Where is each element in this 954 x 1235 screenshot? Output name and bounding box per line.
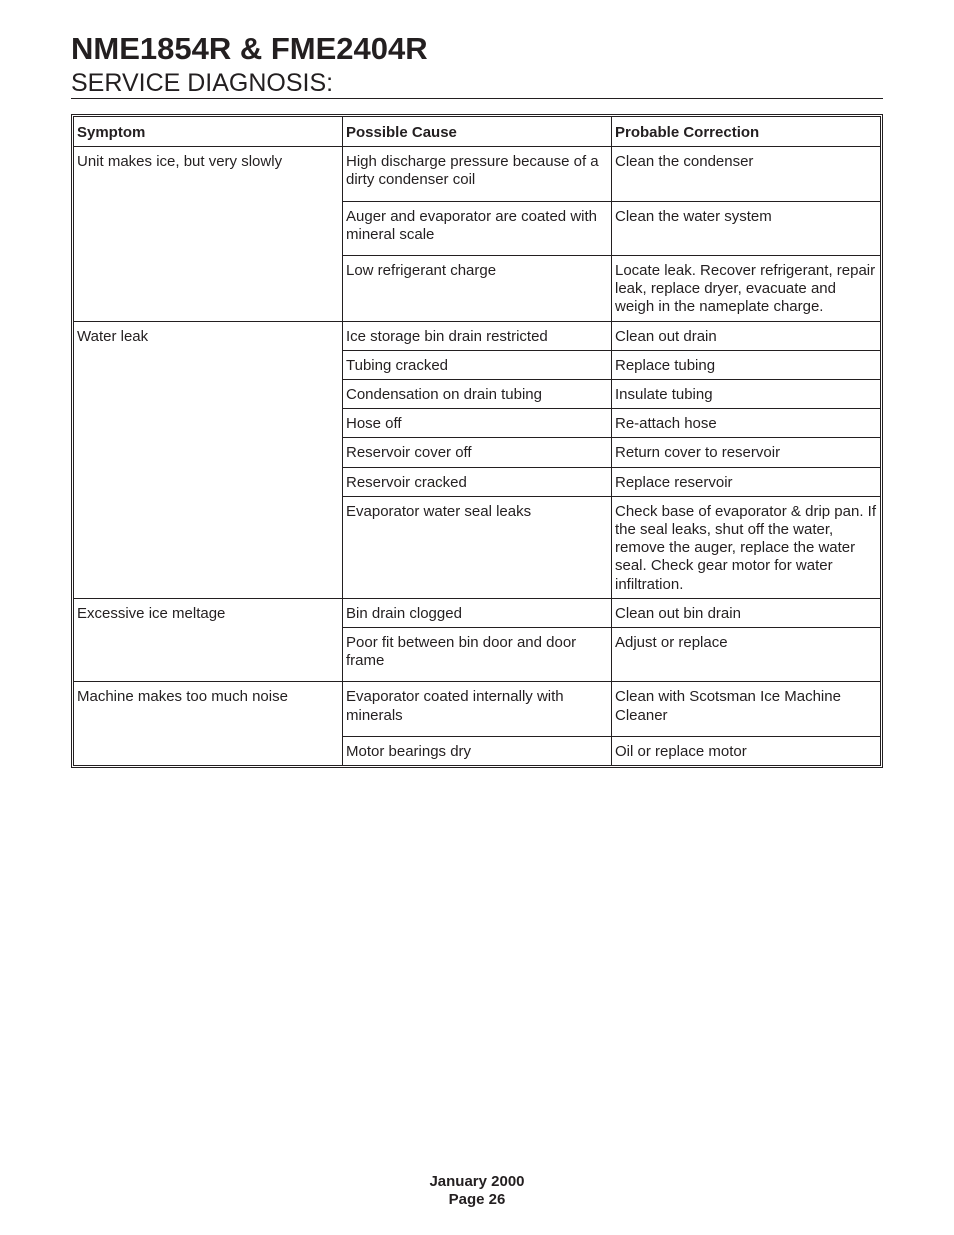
cause-cell: Reservoir cracked [343,467,612,496]
column-header-probable-correction: Probable Correction [612,117,881,147]
symptom-cell: Unit makes ice, but very slowly [74,147,343,321]
symptom-cell: Excessive ice meltage [74,598,343,682]
symptom-cell: Machine makes too much noise [74,682,343,766]
column-header-possible-cause: Possible Cause [343,117,612,147]
service-diagnosis-table [71,114,883,768]
cause-cell: Motor bearings dry [343,736,612,765]
cause-cell: Evaporator water seal leaks [343,496,612,598]
cause-cell: Low refrigerant charge [343,256,612,322]
footer-date: January 2000 [429,1173,525,1190]
diagnosis-table [73,116,881,766]
symptom-cell: Water leak [74,321,343,598]
footer-page-number: Page 26 [448,1191,506,1208]
model-title: NME1854R & FME2404R [71,31,428,66]
cause-cell: Poor fit between bin door and door frame [343,628,612,682]
correction-cell: Re-attach hose [612,409,881,438]
correction-cell: Replace reservoir [612,467,881,496]
section-title: SERVICE DIAGNOSIS: [71,69,334,97]
table-header-row [74,117,881,147]
cause-cell: Bin drain clogged [343,598,612,627]
table-row [74,321,881,350]
table-row [74,147,881,201]
correction-cell: Return cover to reservoir [612,438,881,467]
column-header-symptom: Symptom [74,117,343,147]
correction-cell: Adjust or replace [612,628,881,682]
correction-cell: Locate leak. Recover refrigerant, repair leak, replace dryer, evacuate and weigh in the nameplate charge. [612,256,881,322]
cause-cell: High discharge pressure because of a dirty condenser coil [343,147,612,201]
title-divider [71,98,883,99]
correction-cell: Replace tubing [612,350,881,379]
correction-cell: Clean out bin drain [612,598,881,627]
cause-cell: Condensation on drain tubing [343,380,612,409]
correction-cell: Clean the water system [612,201,881,255]
cause-cell: Hose off [343,409,612,438]
correction-cell: Clean with Scotsman Ice Machine Cleaner [612,682,881,736]
cause-cell: Ice storage bin drain restricted [343,321,612,350]
cause-cell: Tubing cracked [343,350,612,379]
correction-cell: Oil or replace motor [612,736,881,765]
cause-cell: Auger and evaporator are coated with mineral scale [343,201,612,255]
table-row [74,598,881,627]
correction-cell: Clean out drain [612,321,881,350]
correction-cell: Insulate tubing [612,380,881,409]
table-row [74,682,881,736]
correction-cell: Check base of evaporator & drip pan. If the seal leaks, shut off the water, remove the auger, replace the water seal. Check gear motor for water infiltration. [612,496,881,598]
correction-cell: Clean the condenser [612,147,881,201]
cause-cell: Reservoir cover off [343,438,612,467]
cause-cell: Evaporator coated internally with minerals [343,682,612,736]
